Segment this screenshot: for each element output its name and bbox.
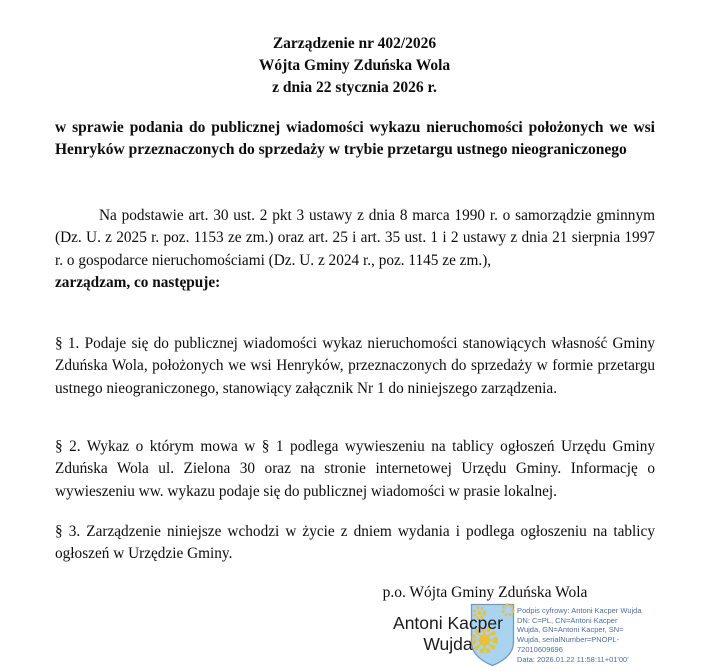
stamp-line: Podpis cyfrowy: Antoni Kacper Wujda xyxy=(517,606,642,615)
section-2-paragraph: § 2. Wykaz o którym mowa w § 1 podlega wywieszeniu na tablicy ogłoszeń Urzędu Gminy Zduńska Wola ul. Zielona 30 oraz na stronie internetowej Urzędu Gminy. Informację o wywieszeniu ww. wykazu podaje się do publicznej wiadomości w prasie lokalnej. xyxy=(55,438,655,500)
stamp-line: Wujda, GN=Antoni Kacper, SN= xyxy=(517,625,624,635)
digital-signature-stamp xyxy=(517,606,707,664)
stamp-line: Data: 2026.01.22 11:58:11+01'00' xyxy=(517,654,629,664)
ordinance-header xyxy=(54,33,655,99)
legal-basis-paragraph xyxy=(55,205,655,295)
subject-paragraph: w sprawie podania do publicznej wiadomości wykazu nieruchomości położonych we wsi Henryków przeznaczonych do sprzedaży w trybie przetargu ustnego nieograniczonego xyxy=(55,119,655,159)
signer-role: p.o. Wójta Gminy Zduńska Wola xyxy=(382,584,588,601)
section-3-paragraph: § 3. Zarządzenie niniejsze wchodzi w życie z dniem wydania i podlega ogłoszeniu na tablicy ogłoszeń w Urzędzie Gminy. xyxy=(55,523,655,563)
legal-basis-text: Na podstawie art. 30 ust. 2 pkt 3 ustawy z dnia 8 marca 1990 r. o samorządzie gminnym (Dz. U. z 2025 r. poz. 1153 ze zm.) oraz art. 25 i art. 35 ust. 1 i 2 ustawy z dnia 21 sierpnia 1997 r. o gospodarce nieruchomościami (Dz. U. z 2024 r., poz. 1145 ze zm.), xyxy=(55,207,655,269)
stamp-line: DN: C=PL, CN=Antoni Kacper xyxy=(517,615,618,625)
signer-name: Antoni Kacper Wujda xyxy=(393,613,503,654)
title-issuer-line: Wójta Gminy Zduńska Wola xyxy=(258,57,451,74)
title-number-line: Zarządzenie nr 402/2026 xyxy=(272,35,437,52)
legal-basis-closing: zarządzam, co następuje: xyxy=(55,274,221,292)
stamp-line: Wujda, serialNumber=PNOPL- xyxy=(517,635,620,645)
title-date-line: z dnia 22 stycznia 2026 r. xyxy=(272,79,437,96)
section-1-paragraph: § 1. Podaje się do publicznej wiadomości wykaz nieruchomości stanowiących własność Gminy Zduńska Wola, położonych we wsi Henryków, przeznaczonych do sprzedaży w formie przetargu ustnego nieograniczonego, stanowiący załącznik Nr 1 do niniejszego zarządzenia. xyxy=(55,335,655,397)
stamp-line: 72010609696 xyxy=(517,644,563,654)
